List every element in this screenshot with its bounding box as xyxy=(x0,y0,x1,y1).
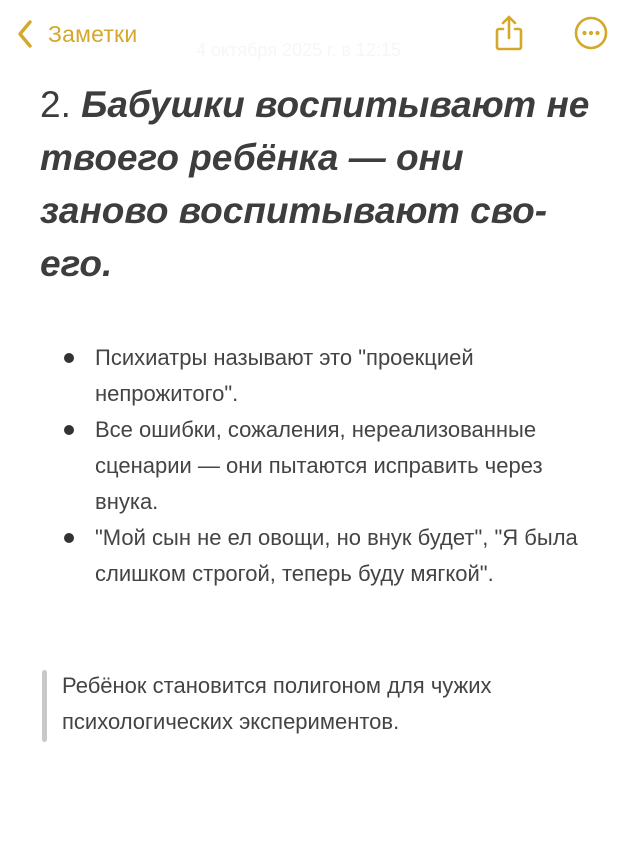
more-options-button[interactable] xyxy=(574,16,608,50)
list-item-text: Все ошибки, сожаления, нереализованные сценарии — они пытаются исправить через внука. xyxy=(95,417,543,514)
top-navigation-bar xyxy=(0,0,640,70)
title-text: Бабушки воспитывают не твоего ребёнка — они заново воспитывают своего. xyxy=(40,84,590,284)
bullet-list[interactable] xyxy=(62,340,602,592)
back-button-label: Заметки xyxy=(48,20,138,47)
back-button[interactable] xyxy=(16,16,137,52)
list-item-text: Психиатры называют это "проекцией непрожитого". xyxy=(95,345,474,406)
list-item xyxy=(62,340,602,412)
ellipsis-circle-icon xyxy=(574,16,608,50)
list-item xyxy=(62,412,602,520)
note-title[interactable] xyxy=(40,78,600,290)
bullet-icon xyxy=(64,533,74,543)
quote-bar xyxy=(42,670,47,742)
share-button[interactable] xyxy=(493,14,525,52)
block-quote[interactable] xyxy=(42,668,602,740)
bullet-icon xyxy=(64,353,74,363)
note-date: 4 октября 2025 г. в 12:15 xyxy=(196,40,401,60)
title-number: 2. xyxy=(40,84,71,125)
quote-text: Ребёнок становится полигоном для чужих психологических экспериментов. xyxy=(62,673,492,734)
share-icon xyxy=(493,14,525,52)
chevron-left-icon xyxy=(16,19,34,49)
bullet-icon xyxy=(64,425,74,435)
list-item-text: "Мой сын не ел овощи, но внук будет", "Я была слишком строгой, теперь буду мягкой". xyxy=(95,525,578,586)
list-item xyxy=(62,520,602,592)
